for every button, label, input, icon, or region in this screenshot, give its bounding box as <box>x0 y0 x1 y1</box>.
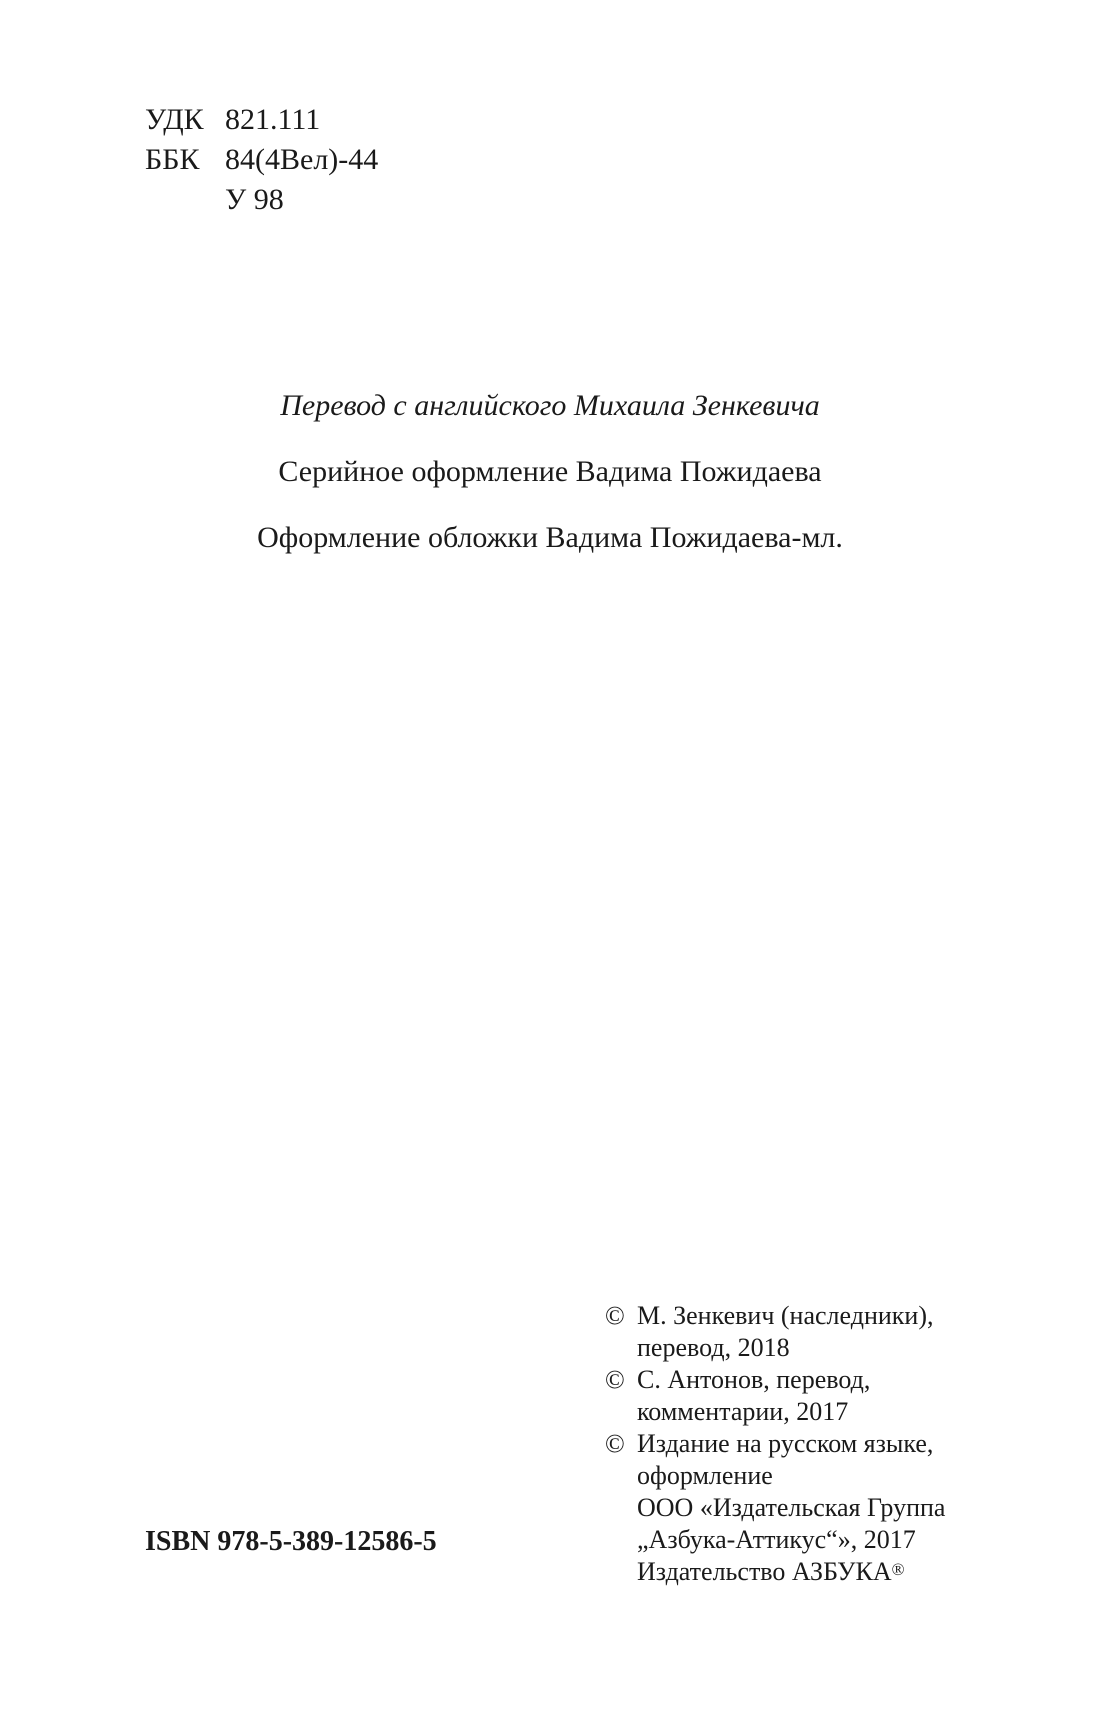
copyright-line: Издание на русском языке, <box>637 1429 934 1458</box>
copyright-block <box>605 1300 945 1588</box>
isbn: ISBN 978-5-389-12586-5 <box>145 1526 437 1557</box>
copyright-line: „Азбука-Аттикус“», 2017 <box>637 1525 916 1554</box>
copyright-icon: © <box>605 1301 625 1330</box>
registered-mark-icon: ® <box>891 1560 905 1579</box>
bbk-label: ББК <box>145 143 200 176</box>
copyright-entry <box>605 1300 945 1364</box>
series-design-credit: Серийное оформление Вадима Пожидаева <box>278 455 822 488</box>
author-mark: У 98 <box>225 183 284 216</box>
author-mark-row <box>145 180 378 220</box>
publisher-name: Издательство АЗБУКА <box>637 1557 892 1586</box>
copyright-icon: © <box>605 1429 625 1458</box>
copyright-lines <box>637 1300 933 1364</box>
copyright-entry <box>605 1428 945 1588</box>
udk-row <box>145 100 378 140</box>
copyright-lines <box>637 1364 870 1428</box>
copyright-lines <box>637 1428 945 1588</box>
author-mark-spacer <box>145 180 225 220</box>
cover-design-credit: Оформление обложки Вадима Пожидаева-мл. <box>257 521 843 554</box>
copyright-icon: © <box>605 1365 625 1394</box>
copyright-line: оформление <box>637 1461 773 1490</box>
copyright-line: ООО «Издательская Группа <box>637 1493 946 1522</box>
publisher-line <box>637 1556 945 1588</box>
copyright-entry <box>605 1364 945 1428</box>
udk-label: УДК <box>145 103 204 136</box>
copyright-line: перевод, 2018 <box>637 1333 790 1362</box>
copyright-line: комментарии, 2017 <box>637 1397 849 1426</box>
bbk-value: 84(4Вел)-44 <box>225 143 379 176</box>
classification-block <box>145 100 378 220</box>
credits-block <box>0 385 1100 559</box>
udk-value: 821.111 <box>225 103 321 136</box>
copyright-line: М. Зенкевич (наследники), <box>637 1301 934 1330</box>
copyright-line: С. Антонов, перевод, <box>637 1365 871 1394</box>
bbk-row <box>145 140 378 180</box>
translation-credit: Перевод с английского Михаила Зенкевича <box>280 389 820 422</box>
